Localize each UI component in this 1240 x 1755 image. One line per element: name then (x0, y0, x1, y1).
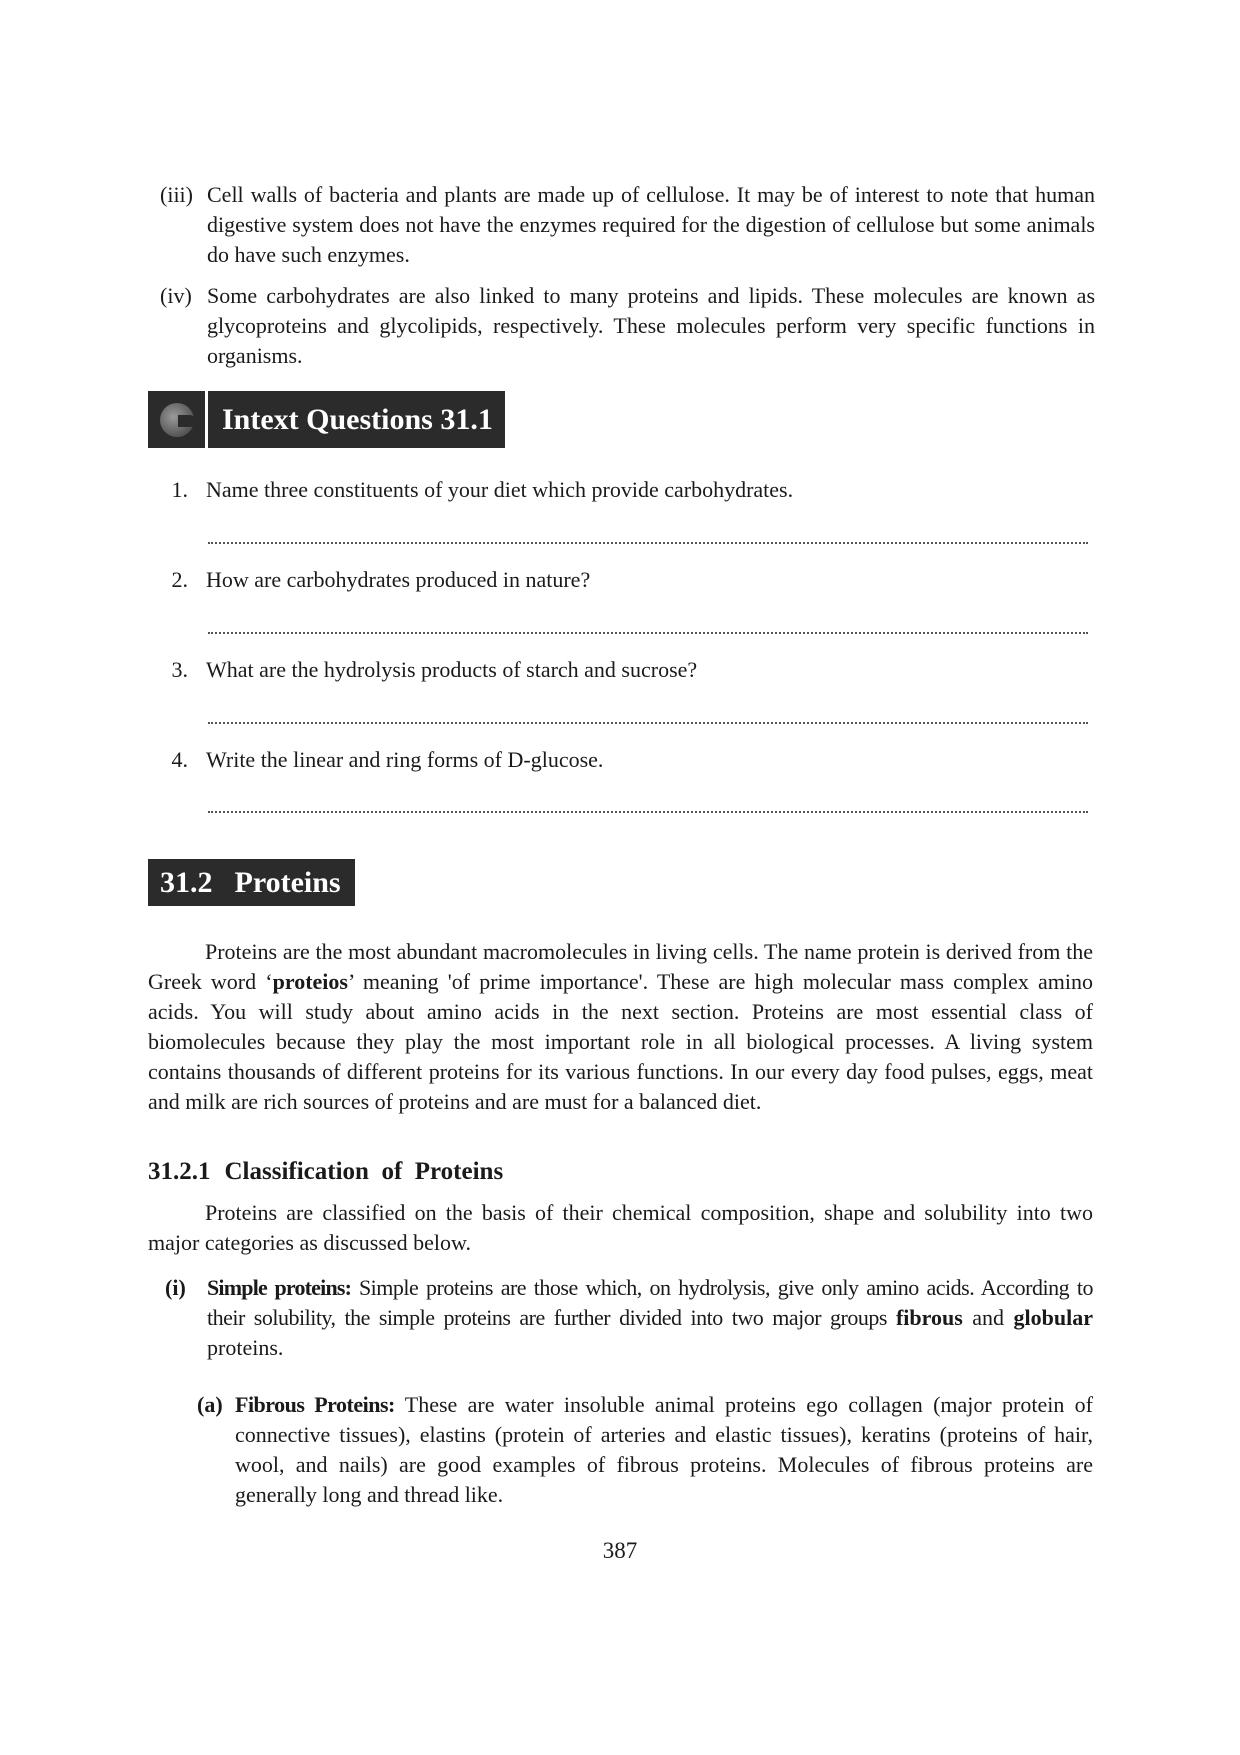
list-marker: (a) (197, 1392, 223, 1417)
term-globular: globular (1013, 1305, 1093, 1330)
section-number: 31.2 (160, 866, 213, 899)
fibrous-proteins-label: Fibrous Proteins: (235, 1392, 395, 1417)
intro-text-start: Proteins are the most abundant macromolecules in living cells. The name protein is derived from the Greek word ‘ (148, 939, 1093, 994)
question-number: 4. (171, 747, 188, 772)
question-text: What are the hydrolysis products of starch and sucrose? (206, 657, 698, 682)
question-text: Write the linear and ring forms of D-glucose. (206, 747, 604, 772)
subsection-number: 31.2.1 (148, 1158, 211, 1185)
fibrous-proteins-text (235, 1390, 1093, 1510)
simple-text-and: and (962, 1305, 1014, 1330)
question-number: 3. (171, 657, 188, 682)
proteins-intro-paragraph (148, 937, 1093, 1117)
intext-question (168, 565, 1093, 595)
list-marker: (iii) (160, 182, 193, 207)
list-item (160, 281, 1095, 371)
list-item (160, 180, 1095, 270)
simple-proteins-text (207, 1273, 1093, 1363)
simple-proteins-label: Simple proteins: (207, 1275, 352, 1300)
intro-text-end: ’ meaning 'of prime importance'. These are high molecular mass complex amino acids. You will study about amino acids in the next section. Proteins are most essential class of biomolecules because they play the most important role in all biological processes. A living system contains thousands of different proteins for its various functions. In our every day food pulses, eggs, meat and milk are rich sources of proteins and are must for a balanced diet. (148, 969, 1093, 1114)
term-fibrous: fibrous (895, 1305, 963, 1330)
simple-text-2: proteins. (207, 1335, 284, 1360)
section-heading (148, 859, 355, 906)
intext-question (168, 655, 1093, 685)
term-proteios: proteios (272, 969, 348, 994)
classification-text: Proteins are classified on the basis of their chemical composition, shape and solubility into two major categories as discussed below. (148, 1200, 1093, 1255)
section-title: Proteins (234, 866, 341, 899)
intext-question (168, 475, 1093, 505)
page-number: 387 (602, 1538, 638, 1563)
subsection-heading (148, 1156, 503, 1188)
intext-question (168, 745, 1093, 775)
list-marker: (i) (165, 1275, 186, 1300)
classification-paragraph (148, 1198, 1093, 1258)
question-text: Name three constituents of your diet which provide carbohydrates. (206, 477, 794, 502)
question-text: How are carbohydrates produced in nature? (206, 567, 591, 592)
answer-line (208, 722, 1088, 724)
fibrous-text: These are water insoluble animal proteins ego collagen (major protein of connective tissues), elastins (protein of arteries and elastic tissues), keratins (proteins of hair, wool, and nails) are good examples of fibrous proteins. Molecules of fibrous proteins are generally long and thread like. (235, 1392, 1093, 1507)
question-number: 2. (171, 567, 188, 592)
simple-proteins-item (165, 1273, 1093, 1363)
question-number: 1. (171, 477, 188, 502)
intext-questions-title: Intext Questions 31.1 (208, 391, 505, 448)
intext-questions-header (148, 391, 505, 448)
simple-text-1: Simple proteins are those which, on hydrolysis, give only amino acids. According to their solubility, the simple proteins are further divided into two major groups (207, 1275, 1093, 1330)
intext-question-icon (148, 391, 208, 448)
subsection-title: Classification of Proteins (224, 1158, 504, 1185)
list-marker: (iv) (160, 283, 192, 308)
list-text: Cell walls of bacteria and plants are made up of cellulose. It may be of interest to note that human digestive system does not have the enzymes required for the digestion of cellulose but some animals do have such enzymes. (207, 182, 1095, 267)
answer-line (208, 811, 1088, 813)
fibrous-proteins-item (197, 1390, 1093, 1510)
list-text: Some carbohydrates are also linked to many proteins and lipids. These molecules are known as glycoproteins and glycolipids, respectively. These molecules perform very specific functions in organisms. (207, 283, 1095, 368)
answer-line (208, 542, 1088, 544)
answer-line (208, 632, 1088, 634)
